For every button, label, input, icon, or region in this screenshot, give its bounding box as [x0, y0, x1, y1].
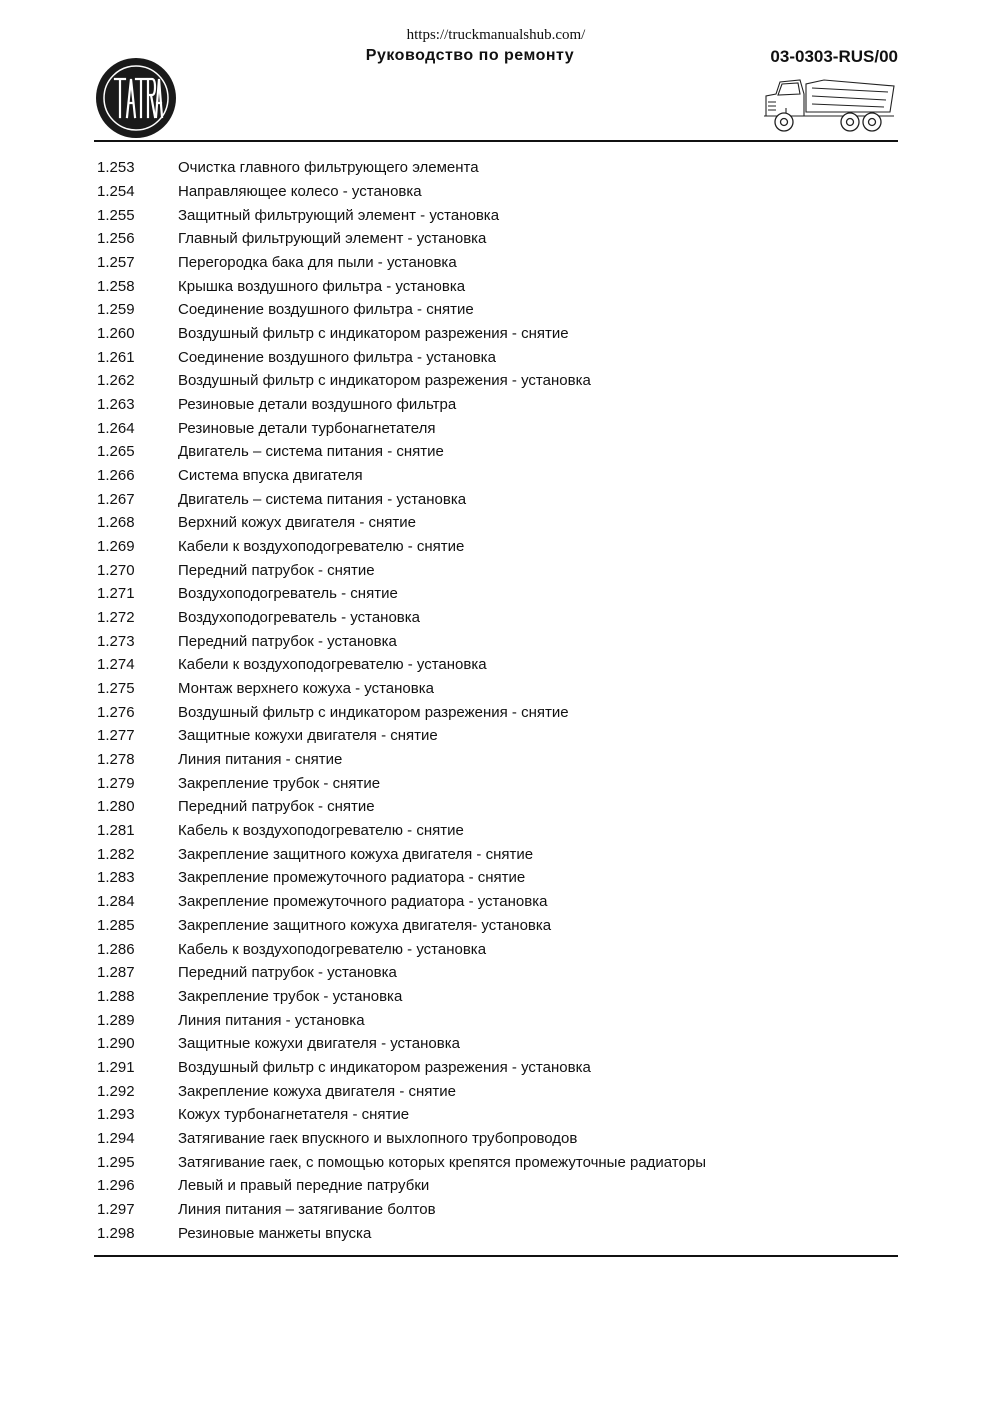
entry-title: Передний патрубок - установка: [178, 964, 397, 982]
entry-number: 1.285: [97, 916, 135, 934]
entry-title: Закрепление промежуточного радиатора - установка: [178, 893, 548, 911]
entry-title: Линия питания - установка: [178, 1011, 365, 1029]
entry-number: 1.283: [97, 869, 135, 887]
entry-number: 1.265: [97, 443, 135, 461]
entry-number: 1.272: [97, 609, 135, 627]
contents-entry: [97, 535, 897, 559]
entry-title: Воздушный фильтр с индикатором разрежения - снятие: [178, 703, 569, 721]
contents-entry: [97, 606, 897, 630]
contents-entry: [97, 1174, 897, 1198]
contents-entry: [97, 203, 897, 227]
entry-title: Передний патрубок - снятие: [178, 561, 375, 579]
entry-number: 1.295: [97, 1153, 135, 1171]
contents-entry: [97, 677, 897, 701]
entry-title: Линия питания – затягивание болтов: [178, 1200, 436, 1218]
contents-entry: [97, 345, 897, 369]
entry-title: Направляющее колесо - установка: [178, 183, 422, 200]
contents-entry: [97, 937, 897, 961]
contents-entry: [97, 322, 897, 346]
entry-title: Линия питания - снятие: [178, 751, 343, 769]
entry-number: 1.273: [97, 632, 135, 650]
contents-entry: [97, 724, 897, 748]
entry-title: Соединение воздушного фильтра - установка: [178, 348, 496, 366]
entry-title: Воздушный фильтр с индикатором разрежения - установка: [178, 1058, 591, 1076]
contents-entry: [97, 487, 897, 511]
entry-title: Защитные кожухи двигателя - снятие: [178, 727, 438, 745]
entry-number: 1.262: [97, 372, 135, 390]
entry-title: Защитные кожухи двигателя - установка: [178, 1035, 460, 1053]
entry-title: Передний патрубок - установка: [178, 632, 397, 650]
entry-number: 1.271: [97, 585, 135, 603]
contents-entry: [97, 629, 897, 653]
entry-number: 1.291: [97, 1058, 135, 1076]
entry-title: Защитный фильтрующий элемент - установка: [178, 206, 500, 224]
contents-entry: [97, 1032, 897, 1056]
entry-number: 1.279: [97, 774, 135, 792]
entry-number: 1.261: [97, 348, 135, 366]
entry-number: 1.258: [97, 277, 135, 295]
entry-number: 1.266: [97, 467, 135, 485]
contents-entry: [97, 1056, 897, 1080]
entry-number: 1.281: [97, 822, 135, 840]
entry-title: Резиновые детали воздушного фильтра: [178, 396, 457, 414]
entry-number: 1.274: [97, 656, 135, 674]
entry-title: Перегородка бака для пыли - установка: [178, 254, 457, 272]
entry-title: Воздухоподогреватель - установка: [178, 609, 420, 627]
contents-entry: [97, 511, 897, 535]
entry-number: 1.264: [97, 419, 135, 437]
contents-entry: [97, 842, 897, 866]
entry-title: Соединение воздушного фильтра - снятие: [178, 301, 474, 319]
contents-entry: [97, 393, 897, 417]
entry-number: 1.287: [97, 964, 135, 982]
entry-number: 1.267: [97, 490, 135, 508]
entry-title: Закрепление кожуха двигателя - снятие: [178, 1082, 456, 1100]
entry-number: 1.277: [97, 727, 135, 745]
contents-entry: [97, 274, 897, 298]
contents-entry: [97, 464, 897, 488]
contents-entry: [97, 180, 897, 204]
entry-title: Кожух турбонагнетателя - снятие: [178, 1106, 410, 1124]
entry-title: Левый и правый передние патрубки: [178, 1177, 430, 1195]
document-code: 03-0303-RUS/00: [770, 47, 898, 66]
entry-number: 1.253: [97, 159, 135, 177]
entry-number: 1.294: [97, 1129, 135, 1147]
entry-title: Закрепление трубок - снятие: [178, 774, 381, 792]
entry-number: 1.260: [97, 325, 135, 343]
entry-title: Передний патрубок - снятие: [178, 798, 375, 816]
contents-entry: [97, 156, 897, 180]
dump-truck-icon: [762, 72, 898, 136]
entry-title: Двигатель – система питания - установка: [178, 490, 467, 508]
entry-number: 1.296: [97, 1177, 135, 1195]
entry-number: 1.263: [97, 396, 135, 414]
contents-entry: [97, 914, 897, 938]
source-url[interactable]: https://truckmanualshub.com/: [406, 27, 586, 43]
entry-number: 1.293: [97, 1106, 135, 1124]
entry-title: Закрепление промежуточного радиатора - снятие: [178, 869, 526, 887]
entry-title: Воздушный фильтр с индикатором разрежения - установка: [178, 372, 591, 390]
contents-entry: [97, 819, 897, 843]
contents-entry: [97, 653, 897, 677]
entry-number: 1.292: [97, 1082, 135, 1100]
contents-entry: [97, 227, 897, 251]
entry-title: Монтаж верхнего кожуха - установка: [178, 680, 434, 698]
entry-title: Воздушный фильтр с индикатором разрежения - снятие: [178, 325, 569, 343]
entry-title: Затягивание гаек впускного и выхлопного трубопроводов: [178, 1129, 578, 1147]
contents-entry: [97, 1079, 897, 1103]
entry-title: Воздухоподогреватель - снятие: [178, 585, 398, 603]
entry-number: 1.282: [97, 845, 135, 863]
entry-number: 1.284: [97, 893, 135, 911]
entry-title: Крышка воздушного фильтра - установка: [178, 277, 466, 295]
entry-number: 1.269: [97, 538, 135, 556]
entry-number: 1.280: [97, 798, 135, 816]
entry-number: 1.286: [97, 940, 135, 958]
entry-title: Кабели к воздухоподогревателю - снятие: [178, 538, 465, 556]
contents-entry: [97, 890, 897, 914]
entry-number: 1.254: [97, 183, 135, 200]
entry-number: 1.289: [97, 1011, 135, 1029]
entry-number: 1.298: [97, 1224, 135, 1242]
contents-entry: [97, 558, 897, 582]
entry-number: 1.288: [97, 987, 135, 1005]
entry-title: Верхний кожух двигателя - снятие: [178, 514, 417, 532]
contents-entry: [97, 748, 897, 772]
entry-title: Кабель к воздухоподогревателю - установка: [178, 940, 487, 958]
contents-entry: [97, 985, 897, 1009]
entry-title: Резиновые манжеты впуска: [178, 1224, 372, 1242]
entry-title: Кабели к воздухоподогревателю - установка: [178, 656, 487, 674]
contents-entry: [97, 369, 897, 393]
entry-number: 1.268: [97, 514, 135, 532]
entry-number: 1.275: [97, 680, 135, 698]
manual-title: Руководство по ремонту: [365, 47, 575, 64]
entry-title: Резиновые детали турбонагнетателя: [178, 419, 436, 437]
contents-entry: [97, 1221, 897, 1245]
entry-title: Закрепление трубок - установка: [178, 987, 403, 1005]
contents-entry: [97, 795, 897, 819]
entry-number: 1.255: [97, 206, 135, 224]
contents-entry: [97, 298, 897, 322]
contents-entry: [97, 1198, 897, 1222]
contents-entry: [97, 1150, 897, 1174]
entry-title: Закрепление защитного кожуха двигателя - снятие: [178, 845, 534, 863]
contents-entry: [97, 416, 897, 440]
entry-title: Закрепление защитного кожуха двигателя- установка: [178, 916, 552, 934]
entry-title: Система впуска двигателя: [178, 467, 363, 485]
contents-entry: [97, 866, 897, 890]
entry-title: Двигатель – система питания - снятие: [178, 443, 444, 461]
entry-number: 1.297: [97, 1200, 135, 1218]
contents-entry: [97, 251, 897, 275]
entry-number: 1.257: [97, 254, 135, 272]
entry-number: 1.270: [97, 561, 135, 579]
tatra-logo-icon: [95, 57, 177, 139]
contents-entry: [97, 582, 897, 606]
entry-title: Кабель к воздухоподогревателю - снятие: [178, 822, 464, 840]
entry-number: 1.290: [97, 1035, 135, 1053]
entry-title: Затягивание гаек, с помощью которых крепятся промежуточные радиаторы: [178, 1153, 706, 1171]
contents-entry: [97, 961, 897, 985]
contents-entry: [97, 440, 897, 464]
entry-title: Очистка главного фильтрующего элемента: [178, 159, 479, 177]
contents-entry: [97, 1103, 897, 1127]
contents-entry: [97, 700, 897, 724]
contents-entry: [97, 1008, 897, 1032]
header-divider: [94, 140, 898, 142]
entry-number: 1.256: [97, 230, 135, 248]
contents-list: [97, 156, 897, 1245]
contents-entry: [97, 1127, 897, 1151]
entry-number: 1.259: [97, 301, 135, 319]
footer-divider: [94, 1255, 898, 1257]
entry-number: 1.276: [97, 703, 135, 721]
contents-entry: [97, 771, 897, 795]
entry-number: 1.278: [97, 751, 135, 769]
entry-title: Главный фильтрующий элемент - установка: [178, 230, 487, 248]
